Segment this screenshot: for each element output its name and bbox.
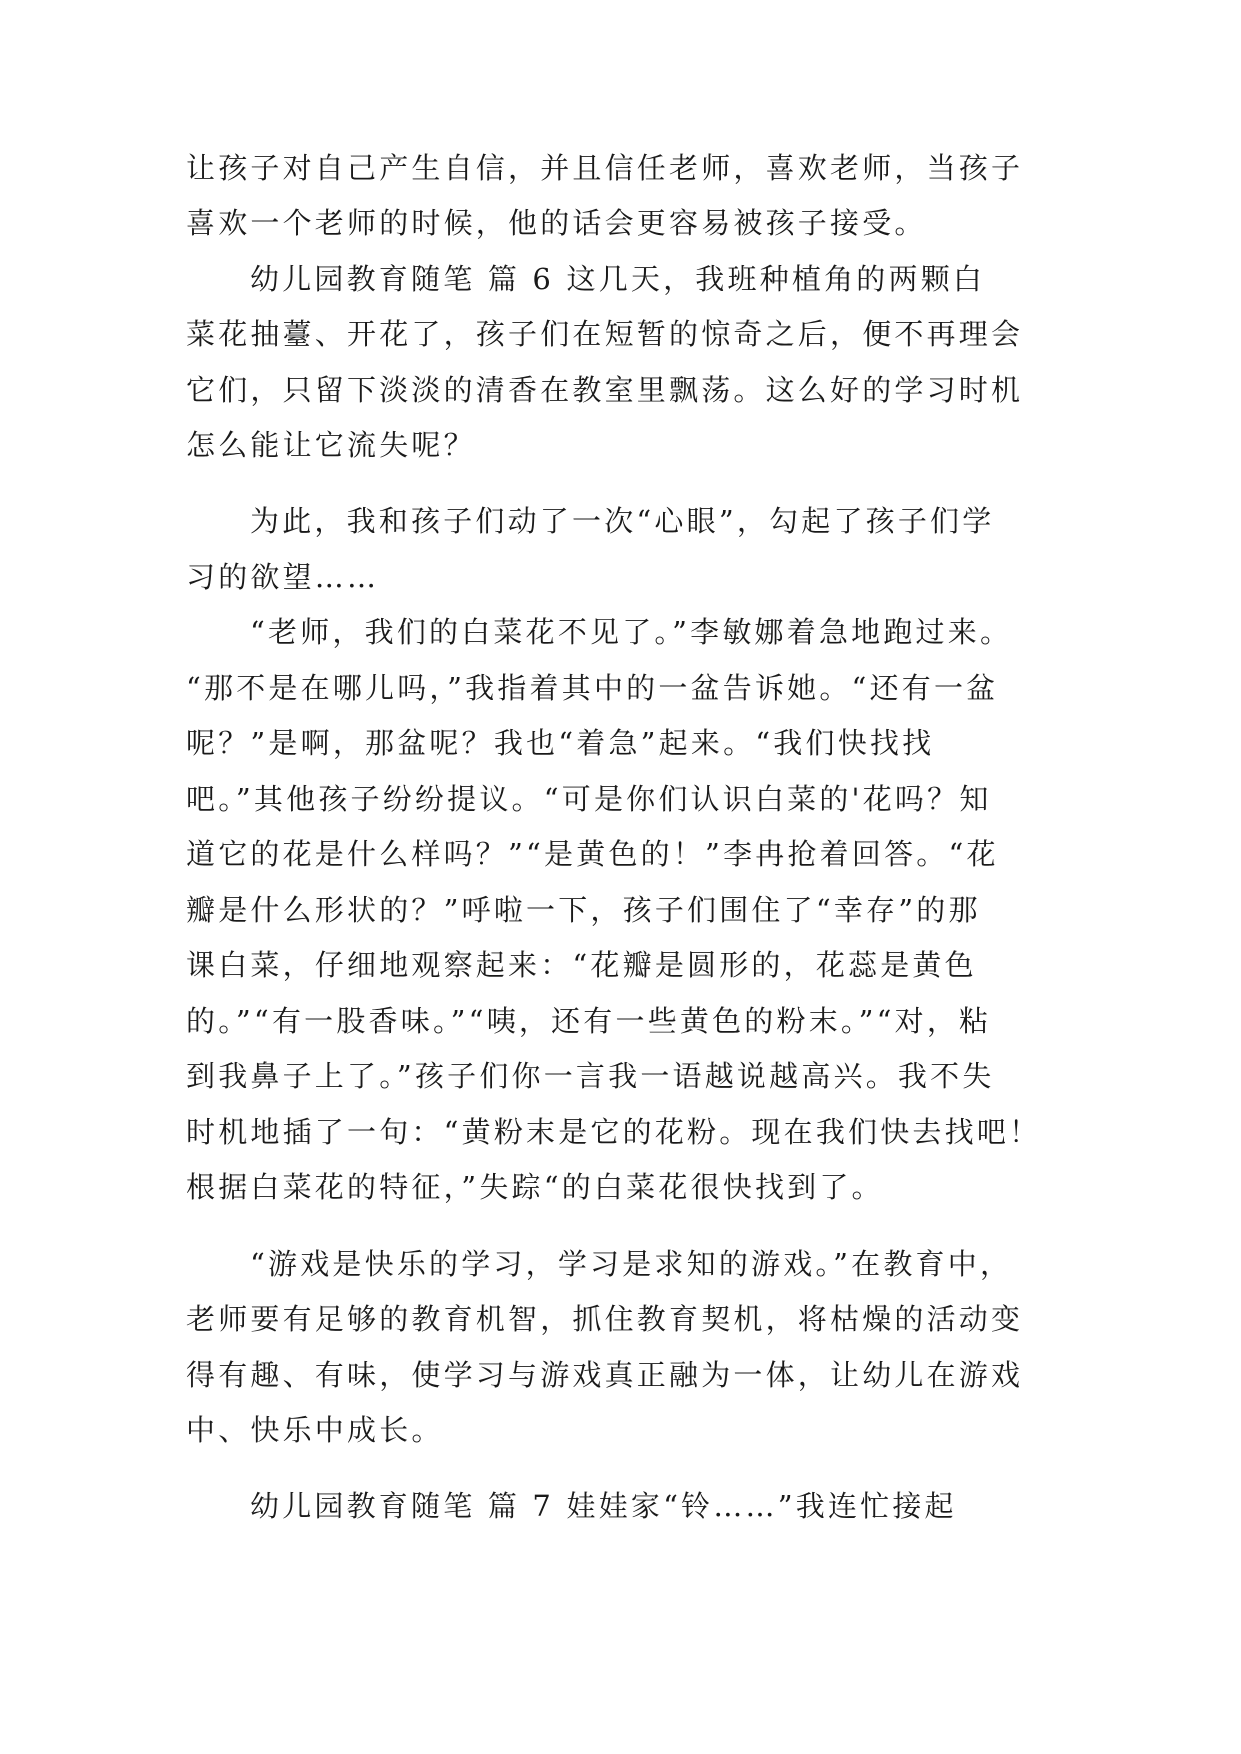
text-line: 得有趣、有味，使学习与游戏真正融为一体，让幼儿在游戏 bbox=[186, 1358, 1024, 1392]
text-line: 呢？”是啊，那盆呢？我也“着急”起来。“我们快找找 bbox=[186, 726, 935, 760]
text-line: 瓣是什么形状的？”呼啦一下，孩子们围住了“幸存”的那 bbox=[186, 893, 981, 927]
text-line: 时机地插了一句：“黄粉末是它的花粉。现在我们快去找吧！ bbox=[186, 1115, 1042, 1149]
text-line: 老师要有足够的教育机智，抓住教育契机，将枯燥的活动变 bbox=[186, 1302, 1024, 1336]
section-heading-line: 幼儿园教育随笔 篇 6 这几天，我班种植角的两颗白 bbox=[250, 262, 986, 296]
text-line: 为此，我和孩子们动了一次“心眼”，勾起了孩子们学 bbox=[250, 504, 995, 538]
text-line: “老师，我们的白菜花不见了。”李敏娜着急地跑过来。 bbox=[250, 615, 1013, 649]
text-line: 它们，只留下淡淡的清香在教室里飘荡。这么好的学习时机 bbox=[186, 373, 1024, 407]
text-line: “那不是在哪儿吗，”我指着其中的一盆告诉她。“还有一盆 bbox=[186, 671, 999, 705]
text-line: 到我鼻子上了。”孩子们你一言我一语越说越高兴。我不失 bbox=[186, 1059, 995, 1093]
text-line: 中、快乐中成长。 bbox=[186, 1413, 444, 1447]
text-line: “游戏是快乐的学习，学习是求知的游戏。”在教育中， bbox=[250, 1247, 1013, 1281]
text-line: 喜欢一个老师的时候，他的话会更容易被孩子接受。 bbox=[186, 206, 927, 240]
text-line: 根据白菜花的特征，”失踪“的白菜花很快找到了。 bbox=[186, 1170, 884, 1204]
text-line: 课白菜，仔细地观察起来：“花瓣是圆形的，花蕊是黄色 bbox=[186, 948, 977, 982]
text-line: 道它的花是什么样吗？”“是黄色的！”李冉抢着回答。“花 bbox=[186, 837, 999, 871]
text-line: 怎么能让它流失呢？ bbox=[186, 428, 476, 462]
text-line: 让孩子对自己产生自信，并且信任老师，喜欢老师，当孩子 bbox=[186, 151, 1024, 185]
text-line: 吧。”其他孩子纷纷提议。“可是你们认识白菜的'花吗？知 bbox=[186, 782, 992, 816]
text-line: 菜花抽薹、开花了，孩子们在短暂的惊奇之后，便不再理会 bbox=[186, 317, 1024, 351]
text-line: 习的欲望…… bbox=[186, 560, 380, 594]
section-heading-line: 幼儿园教育随笔 篇 7 娃娃家“铃……”我连忙接起 bbox=[250, 1489, 957, 1523]
text-line: 的。”“有一股香味。”“咦，还有一些黄色的粉末。”“对，粘 bbox=[186, 1004, 992, 1038]
